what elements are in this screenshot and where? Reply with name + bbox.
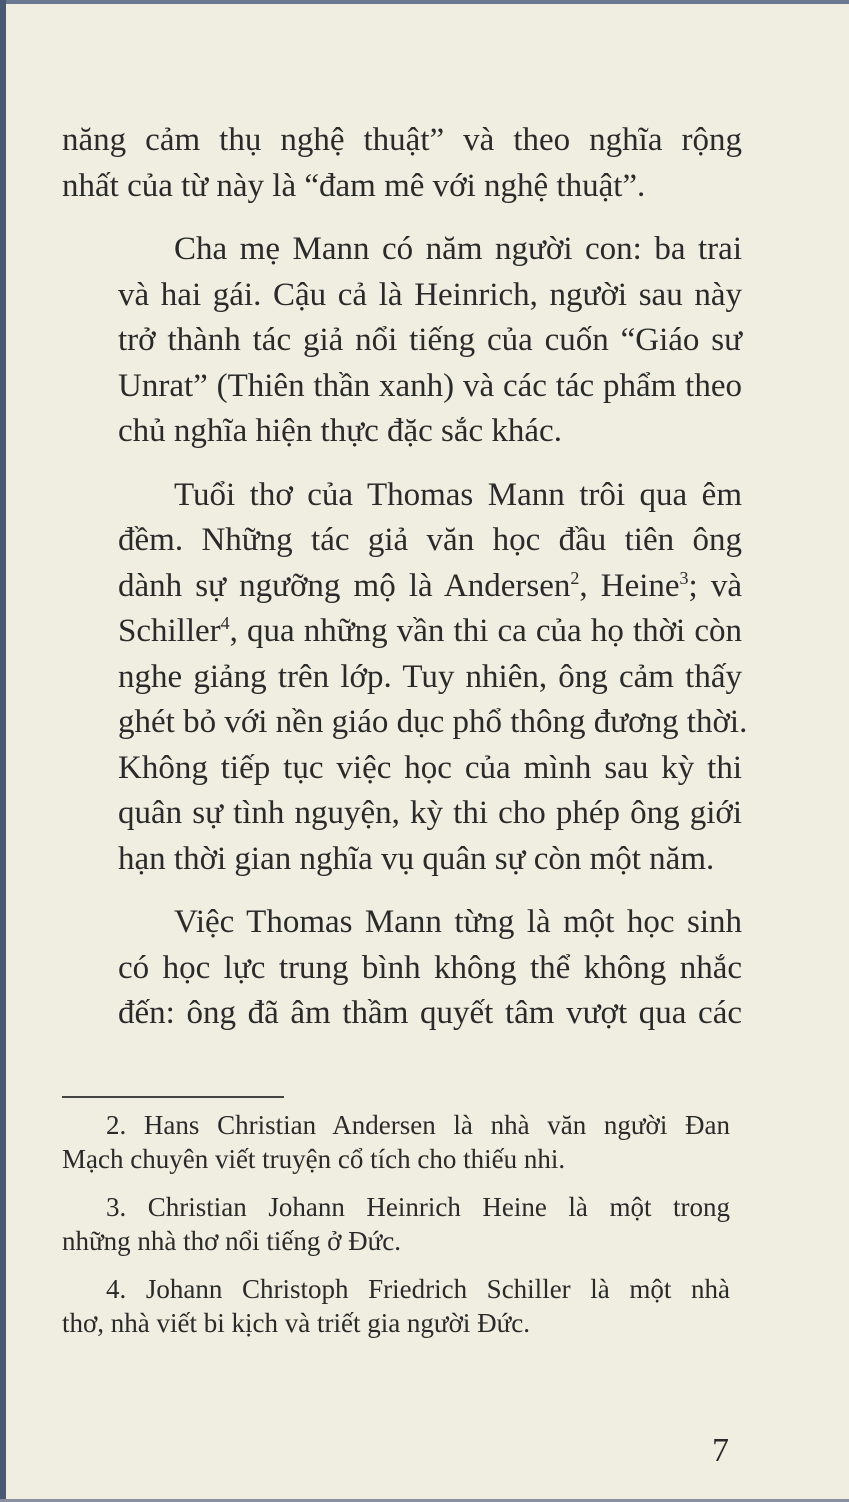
main-text	[62, 118, 748, 1055]
footnote-line: 3. Christian Johann Heinrich Heine là một trong	[106, 1192, 730, 1222]
footnote-line: 2. Hans Christian Andersen là nhà văn người Đan	[106, 1110, 730, 1140]
text-line: dành sự ngưỡng mộ là Andersen$^2$, Heine$^3$; và	[118, 567, 742, 604]
scan-edge-top	[0, 0, 849, 4]
footnote-line: thơ, nhà viết bi kịch và triết gia người Đức.	[62, 1308, 530, 1338]
text-line: nghe giảng trên lớp. Tuy nhiên, ông cảm thấy	[118, 658, 742, 695]
scan-edge-left	[0, 0, 6, 1502]
footnote-3	[62, 1190, 730, 1258]
paragraph-2	[62, 227, 742, 455]
text-line: trở thành tác giả nổi tiếng của cuốn “Giáo sư	[118, 322, 742, 358]
footnote-4	[62, 1272, 730, 1340]
text-line: Việc Thomas Mann từng là một học sinh	[174, 904, 742, 940]
text-line: đến: ông đã âm thầm quyết tâm vượt qua các	[118, 995, 742, 1031]
text-line: đềm. Những tác giả văn học đầu tiên ông	[118, 522, 742, 558]
text-line: nhất của từ này là “đam mê với nghệ thuật”.	[62, 167, 646, 204]
text-line: có học lực trung bình không thể không nhắc	[118, 949, 742, 986]
paragraph-4	[62, 900, 742, 1037]
footnote-separator	[62, 1096, 284, 1098]
footnotes	[62, 1108, 730, 1354]
footnote-ref-2: 2	[570, 567, 580, 588]
footnote-line: 4. Johann Christoph Friedrich Schiller là một nhà	[106, 1274, 730, 1304]
paragraph-3	[62, 473, 748, 883]
text-line: Không tiếp tục việc học của mình sau kỳ thi	[118, 749, 742, 786]
footnote-line: những nhà thơ nổi tiếng ở Đức.	[62, 1226, 402, 1256]
page-number: 7	[712, 1432, 729, 1469]
footnote-line: Mạch chuyên viết truyện cổ tích cho thiếu nhi.	[62, 1144, 566, 1174]
footnote-ref-4: 4	[220, 613, 230, 633]
text-line: Tuổi thơ của Thomas Mann trôi qua êm	[174, 476, 742, 513]
text-line: Unrat” (Thiên thần xanh) và các tác phẩm theo	[118, 367, 742, 404]
text-line: quân sự tình nguyện, kỳ thi cho phép ông giới	[118, 795, 742, 831]
text-line: chủ nghĩa hiện thực đặc sắc khác.	[118, 413, 562, 449]
paragraph-1	[62, 118, 742, 209]
footnote-2	[62, 1108, 730, 1176]
text-line: năng cảm thụ nghệ thuật” và theo nghĩa rộng	[62, 122, 742, 158]
footnote-ref-3: 3	[679, 567, 689, 588]
text-line: hạn thời gian nghĩa vụ quân sự còn một năm.	[118, 840, 715, 877]
text-line: và hai gái. Cậu cả là Heinrich, người sau này	[118, 276, 742, 313]
text-line: Cha mẹ Mann có năm người con: ba trai	[174, 231, 742, 267]
text-line: Schiller$^4$, qua những vần thi ca của họ thời còn	[118, 613, 742, 649]
text-line: ghét bỏ với nền giáo dục phổ thông đương thời.	[118, 704, 748, 740]
